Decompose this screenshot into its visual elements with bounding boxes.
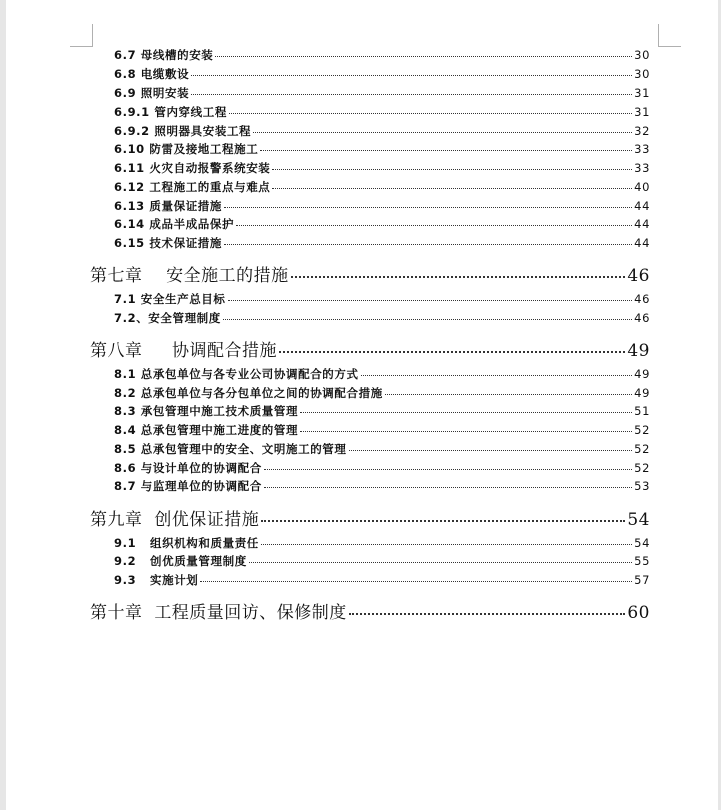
dot-leader: [272, 188, 632, 189]
toc-page-number: 52: [634, 461, 650, 475]
toc-number: 7.1: [114, 292, 137, 306]
toc-page-number: 52: [634, 442, 650, 456]
toc-number: 6.12: [114, 180, 145, 194]
dot-leader: [253, 132, 632, 133]
toc-number: 9.3: [114, 573, 137, 587]
toc-page-number: 52: [634, 423, 650, 437]
toc-chapter[interactable]: [90, 598, 650, 624]
dot-leader: [264, 469, 632, 470]
toc-title: 电缆敷设: [140, 67, 190, 81]
toc-title: 组织机构和质量责任: [150, 536, 259, 550]
toc-entry[interactable]: [114, 385, 650, 404]
toc-title: 安全生产总目标: [140, 292, 226, 306]
toc-entry[interactable]: [114, 572, 650, 591]
toc-number: 8.2: [114, 386, 137, 400]
toc-page-number: 44: [634, 236, 650, 250]
toc-title: 照明器具安装工程: [154, 124, 252, 138]
toc-entry[interactable]: [114, 216, 650, 235]
toc-title: 照明安装: [140, 86, 190, 100]
toc-chapter[interactable]: [90, 336, 650, 362]
toc-number: 6.14: [114, 217, 145, 231]
chapter-number: 第九章: [90, 510, 143, 530]
toc-title: 总承包管理中的安全、文明施工的管理: [140, 442, 347, 456]
toc-entry[interactable]: [114, 291, 650, 310]
toc-title: 防雷及接地工程施工: [149, 142, 259, 156]
toc-number: 8.1: [114, 367, 137, 381]
chapter-page-number: 49: [627, 341, 650, 361]
chapter-title: 创优保证措施: [154, 510, 260, 530]
dot-leader: [229, 113, 632, 114]
toc-entry[interactable]: [114, 422, 650, 441]
toc-title: 技术保证措施: [149, 236, 222, 250]
dot-leader: [300, 431, 632, 432]
dot-leader: [272, 169, 632, 170]
dot-leader: [279, 351, 625, 353]
toc-entry[interactable]: [114, 141, 650, 160]
toc-entry[interactable]: [114, 47, 650, 66]
toc-number: 6.7: [114, 48, 137, 62]
toc-title: 总承包管理中施工进度的管理: [140, 423, 299, 437]
toc-page-number: 55: [634, 554, 650, 568]
toc-title: 总承包单位与各专业公司协调配合的方式: [140, 367, 359, 381]
chapter-title: 工程质量回访、保修制度: [154, 603, 347, 623]
toc-title: 质量保证措施: [149, 199, 222, 213]
toc-page-number: 40: [634, 180, 650, 194]
chapter-page-number: 54: [627, 510, 650, 530]
toc-entry[interactable]: [114, 441, 650, 460]
toc-entry[interactable]: [114, 179, 650, 198]
dot-leader: [236, 225, 632, 226]
toc-entry[interactable]: [114, 460, 650, 479]
dot-leader: [349, 450, 633, 451]
toc-number: 6.9.2: [114, 124, 150, 138]
toc-title: 与设计单位的协调配合: [140, 461, 262, 475]
toc-number: 6.11: [114, 161, 145, 175]
toc-entry[interactable]: [114, 366, 650, 385]
toc-number: 6.9.1: [114, 105, 150, 119]
toc-page-number: 54: [634, 536, 650, 550]
dot-leader: [228, 300, 633, 301]
crop-mark-right: [658, 24, 681, 47]
dot-leader: [224, 244, 632, 245]
toc-title: 、安全管理制度: [136, 311, 221, 325]
toc-entry[interactable]: [114, 535, 650, 554]
toc-page-number: 31: [634, 105, 650, 119]
dot-leader: [261, 520, 625, 522]
toc-entry[interactable]: [114, 198, 650, 217]
toc-entry[interactable]: [114, 235, 650, 254]
toc-entry[interactable]: [114, 310, 650, 329]
dot-leader: [215, 56, 632, 57]
toc-page-number: 32: [634, 124, 650, 138]
toc-entry[interactable]: [114, 160, 650, 179]
toc-number: 8.7: [114, 479, 137, 493]
chapter-title: 安全施工的措施: [166, 266, 289, 286]
toc-page-number: 30: [634, 67, 650, 81]
toc-number: 6.13: [114, 199, 145, 213]
crop-mark-left: [70, 24, 93, 47]
toc-page-number: 46: [634, 311, 650, 325]
toc-title: 与监理单位的协调配合: [140, 479, 262, 493]
toc-title: 母线槽的安装: [140, 48, 214, 62]
toc-number: 8.5: [114, 442, 137, 456]
toc-page-number: 49: [634, 386, 650, 400]
toc-entry[interactable]: [114, 553, 650, 572]
toc-number: 6.10: [114, 142, 145, 156]
chapter-number: 第七章: [90, 266, 143, 286]
toc-chapter[interactable]: [90, 261, 650, 287]
dot-leader: [191, 94, 632, 95]
toc-page-number: 53: [634, 479, 650, 493]
toc-page-number: 57: [634, 573, 650, 587]
dot-leader: [349, 613, 626, 615]
toc-entry[interactable]: [114, 66, 650, 85]
toc-page-number: 44: [634, 217, 650, 231]
toc-title: 管内穿线工程: [154, 105, 227, 119]
dot-leader: [223, 319, 632, 320]
chapter-page-number: 60: [627, 603, 650, 623]
toc-page-number: 51: [634, 404, 650, 418]
toc-number: 8.6: [114, 461, 137, 475]
toc-title: 成品半成品保护: [149, 217, 235, 231]
dot-leader: [385, 394, 632, 395]
toc-title: 总承包单位与各分包单位之间的协调配合措施: [140, 386, 383, 400]
toc-entry[interactable]: [114, 123, 650, 142]
dot-leader: [260, 150, 632, 151]
chapter-page-number: 46: [627, 266, 650, 286]
toc-entry[interactable]: [114, 85, 650, 104]
toc-number: 9.2: [114, 554, 137, 568]
toc-page-number: 44: [634, 199, 650, 213]
toc-number: 6.8: [114, 67, 137, 81]
toc-number: 9.1: [114, 536, 137, 550]
toc-number: 8.3: [114, 404, 137, 418]
dot-leader: [249, 562, 632, 563]
dot-leader: [200, 581, 632, 582]
toc-entry[interactable]: [114, 478, 650, 497]
toc-page-number: 31: [634, 86, 650, 100]
toc-number: 6.9: [114, 86, 137, 100]
dot-leader: [300, 412, 632, 413]
toc-title: 火灾自动报警系统安装: [149, 161, 271, 175]
dot-leader: [224, 207, 632, 208]
toc-page-number: 46: [634, 292, 650, 306]
dot-leader: [191, 75, 632, 76]
dot-leader: [264, 487, 632, 488]
toc-title: 实施计划: [150, 573, 199, 587]
toc-number: 7.2: [114, 311, 137, 325]
toc-chapter[interactable]: [90, 505, 650, 531]
toc-entry[interactable]: [114, 104, 650, 123]
dot-leader: [261, 544, 632, 545]
toc-title: 工程施工的重点与难点: [149, 180, 271, 194]
toc-title: 承包管理中施工技术质量管理: [140, 404, 299, 418]
toc-number: 6.15: [114, 236, 145, 250]
toc-page-number: 33: [634, 161, 650, 175]
toc-title: 创优质量管理制度: [150, 554, 247, 568]
toc-entry[interactable]: [114, 403, 650, 422]
toc-number: 8.4: [114, 423, 137, 437]
document-page: [6, 0, 718, 810]
chapter-number: 第十章: [90, 603, 143, 623]
toc-page-number: 33: [634, 142, 650, 156]
dot-leader: [291, 276, 626, 278]
chapter-number: 第八章: [90, 341, 143, 361]
dot-leader: [361, 375, 633, 376]
toc-page-number: 30: [634, 48, 650, 62]
toc-page-number: 49: [634, 367, 650, 381]
chapter-title: 协调配合措施: [172, 341, 278, 361]
